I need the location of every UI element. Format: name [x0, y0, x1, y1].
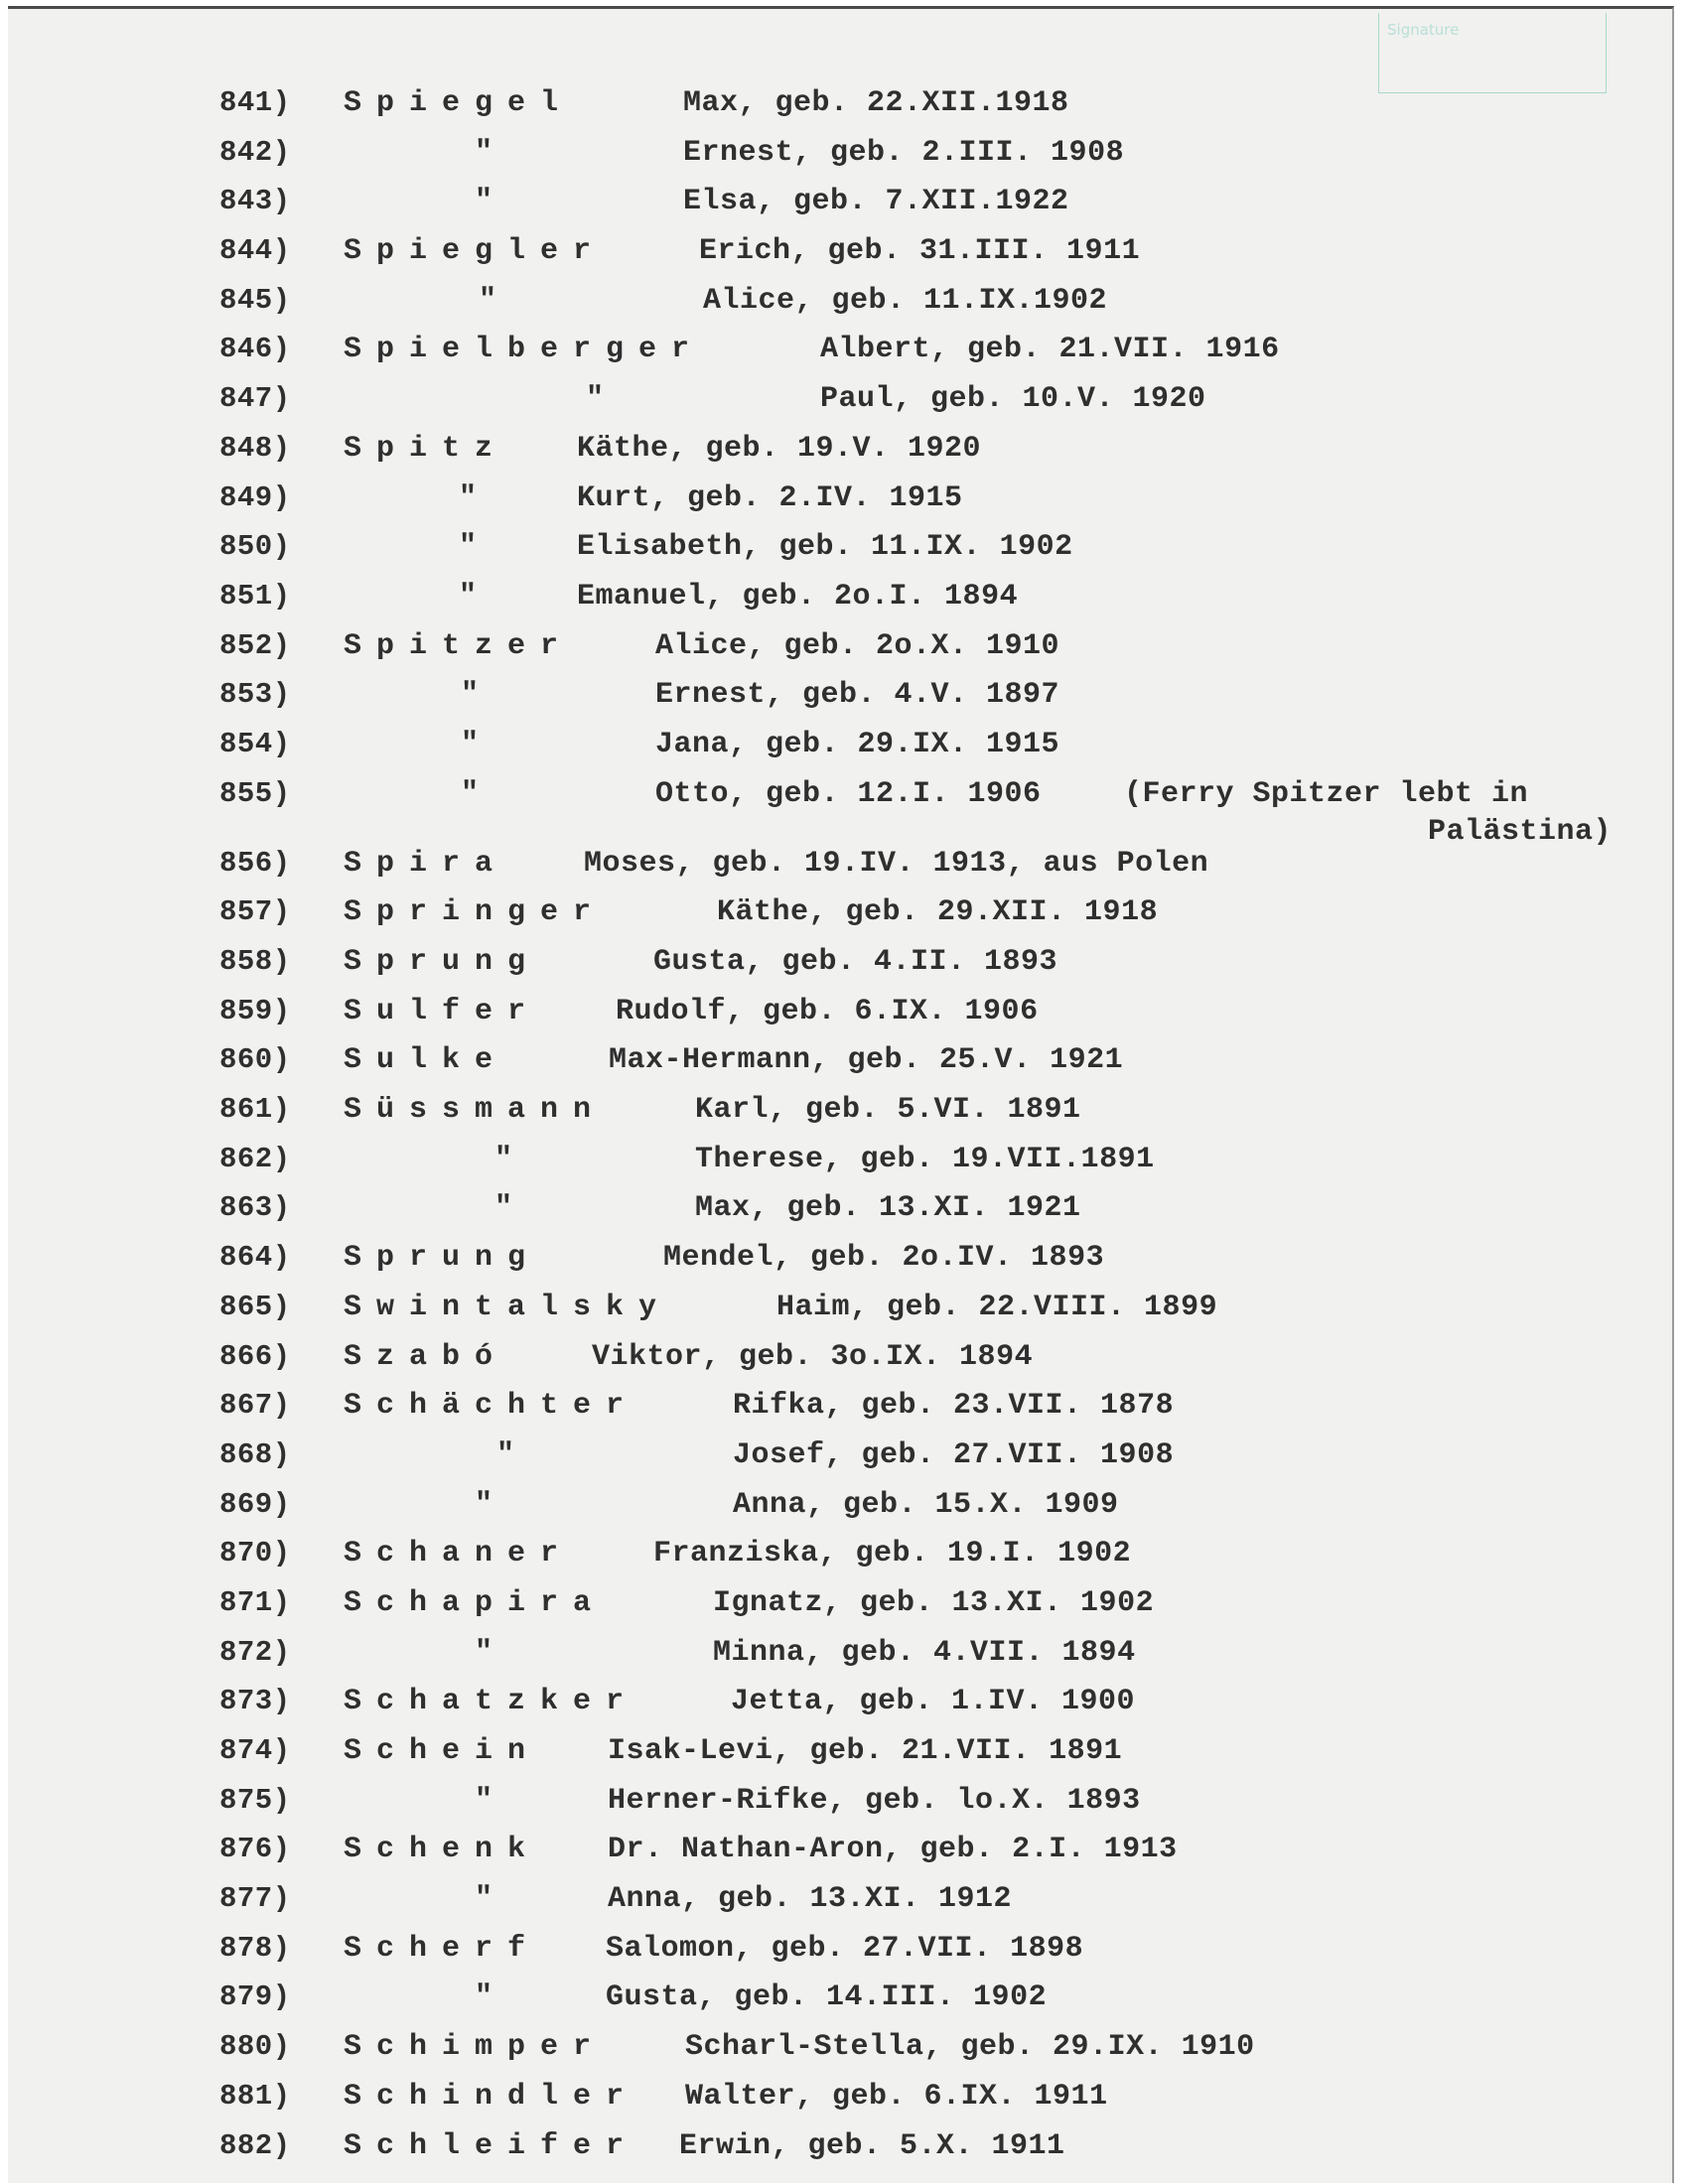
- entry-number: 867): [219, 1389, 291, 1423]
- entry-number: 871): [219, 1585, 291, 1619]
- entry-surname: Schächter: [344, 1389, 639, 1424]
- entry-given-name-birth: Salomon, geb. 27.VII. 1898: [606, 1931, 1084, 1966]
- entry-number: 879): [219, 1980, 291, 2014]
- entry-given-name-birth: Ignatz, geb. 13.XI. 1902: [713, 1585, 1155, 1620]
- entry-given-name-birth: Isak-Levi, geb. 21.VII. 1891: [608, 1734, 1123, 1768]
- ditto-mark: ": [459, 480, 478, 515]
- entry-given-name-birth: Elsa, geb. 7.XII.1922: [683, 185, 1069, 219]
- ditto-mark: ": [475, 1882, 493, 1917]
- entry-number: 858): [219, 945, 291, 978]
- entry-number: 848): [219, 431, 291, 465]
- entry-surname: Sulke: [344, 1043, 508, 1078]
- entry-given-name-birth: Alice, geb. 2o.X. 1910: [655, 628, 1060, 663]
- entry-number: 842): [219, 135, 291, 169]
- entry-given-name-birth: Elisabeth, geb. 11.IX. 1902: [577, 530, 1073, 565]
- entry-given-name-birth: Max, geb. 13.XI. 1921: [695, 1191, 1081, 1226]
- entry-number: 849): [219, 480, 291, 514]
- entry-given-name-birth: Herner-Rifke, geb. lo.X. 1893: [608, 1783, 1141, 1818]
- entry-number: 865): [219, 1290, 291, 1323]
- entry-number: 866): [219, 1339, 291, 1373]
- entry-number: 873): [219, 1685, 291, 1718]
- entry-surname: Schindler: [344, 2079, 639, 2114]
- entry-surname: Spitzer: [344, 628, 574, 663]
- entry-number: 878): [219, 1931, 291, 1965]
- entry-surname: Spielberger: [344, 333, 705, 367]
- entry-surname: Schaner: [344, 1537, 574, 1571]
- entry-given-name-birth: Albert, geb. 21.VII. 1916: [820, 333, 1280, 367]
- entry-number: 852): [219, 628, 291, 662]
- entry-given-name-birth: Otto, geb. 12.I. 1906: [655, 776, 1042, 811]
- entry-given-name-birth: Anna, geb. 15.X. 1909: [733, 1487, 1119, 1522]
- entry-number: 872): [219, 1635, 291, 1669]
- ditto-mark: ": [461, 678, 480, 713]
- entry-number: 845): [219, 283, 291, 317]
- entry-number: 864): [219, 1241, 291, 1275]
- entry-given-name-birth: Jana, geb. 29.IX. 1915: [655, 727, 1060, 761]
- entry-number: 853): [219, 678, 291, 712]
- entry-given-name-birth: Moses, geb. 19.IV. 1913, aus Polen: [584, 846, 1209, 881]
- entry-given-name-birth: Erwin, geb. 5.X. 1911: [679, 2128, 1065, 2163]
- entry-given-name-birth: Josef, geb. 27.VII. 1908: [733, 1437, 1175, 1472]
- entry-given-name-birth: Viktor, geb. 3o.IX. 1894: [592, 1339, 1034, 1374]
- ditto-mark: ": [459, 579, 478, 614]
- entry-note-continued: Palästina): [1428, 814, 1613, 849]
- entry-number: 882): [219, 2128, 291, 2162]
- entry-given-name-birth: Kurt, geb. 2.IV. 1915: [577, 480, 963, 515]
- entry-surname: Spiegler: [344, 234, 607, 269]
- entry-number: 875): [219, 1783, 291, 1817]
- entry-surname: Spitz: [344, 431, 508, 466]
- entry-given-name-birth: Minna, geb. 4.VII. 1894: [713, 1635, 1136, 1670]
- entry-number: 877): [219, 1882, 291, 1916]
- entry-surname: Schatzker: [344, 1685, 639, 1719]
- entry-surname: Spira: [344, 846, 508, 881]
- entry-surname: Sulfer: [344, 994, 541, 1028]
- entry-surname: Sprung: [344, 1241, 541, 1276]
- entry-given-name-birth: Ernest, geb. 2.III. 1908: [683, 135, 1125, 170]
- entry-number: 844): [219, 234, 291, 268]
- entry-given-name-birth: Mendel, geb. 2o.IV. 1893: [663, 1241, 1105, 1276]
- entry-surname: Scherf: [344, 1931, 541, 1966]
- ditto-mark: ": [496, 1437, 515, 1472]
- entry-given-name-birth: Emanuel, geb. 2o.I. 1894: [577, 579, 1019, 614]
- entry-surname: Süssmann: [344, 1093, 607, 1128]
- entry-number: 874): [219, 1734, 291, 1767]
- entry-number: 860): [219, 1043, 291, 1077]
- entry-given-name-birth: Max, geb. 22.XII.1918: [683, 86, 1069, 120]
- entry-number: 847): [219, 382, 291, 416]
- entry-given-name-birth: Käthe, geb. 19.V. 1920: [577, 431, 982, 466]
- entry-given-name-birth: Walter, geb. 6.IX. 1911: [685, 2079, 1108, 2114]
- entry-given-name-birth: Anna, geb. 13.XI. 1912: [608, 1882, 1013, 1917]
- stamp-box: [1378, 13, 1607, 93]
- stamp-label: Signature: [1387, 21, 1460, 39]
- entry-surname: Sprung: [344, 945, 541, 979]
- entry-number: 843): [219, 185, 291, 218]
- entry-given-name-birth: Gusta, geb. 14.III. 1902: [606, 1980, 1048, 2015]
- document-page: [8, 6, 1674, 2183]
- entry-given-name-birth: Erich, geb. 31.III. 1911: [699, 234, 1141, 269]
- ditto-mark: ": [479, 283, 497, 318]
- entry-number: 841): [219, 86, 291, 119]
- entry-number: 869): [219, 1487, 291, 1521]
- entry-given-name-birth: Käthe, geb. 29.XII. 1918: [717, 895, 1159, 930]
- ditto-mark: ": [475, 1487, 493, 1522]
- entry-number: 880): [219, 2030, 291, 2064]
- entry-given-name-birth: Karl, geb. 5.VI. 1891: [695, 1093, 1081, 1128]
- entry-surname: Spiegel: [344, 86, 574, 120]
- entry-given-name-birth: Scharl-Stella, geb. 29.IX. 1910: [685, 2030, 1255, 2065]
- ditto-mark: ": [461, 776, 480, 811]
- entry-given-name-birth: Rudolf, geb. 6.IX. 1906: [616, 994, 1039, 1028]
- entry-number: 863): [219, 1191, 291, 1225]
- entry-number: 857): [219, 895, 291, 929]
- ditto-mark: ": [475, 135, 493, 170]
- entry-given-name-birth: Jetta, geb. 1.IV. 1900: [731, 1685, 1136, 1719]
- entry-given-name-birth: Max-Hermann, geb. 25.V. 1921: [609, 1043, 1124, 1078]
- entry-given-name-birth: Rifka, geb. 23.VII. 1878: [733, 1389, 1175, 1424]
- entry-surname: Schimper: [344, 2030, 607, 2065]
- ditto-mark: ": [459, 530, 478, 565]
- entry-number: 876): [219, 1833, 291, 1866]
- ditto-mark: ": [475, 185, 493, 219]
- entry-number: 855): [219, 776, 291, 810]
- entry-number: 859): [219, 994, 291, 1027]
- entry-number: 861): [219, 1093, 291, 1127]
- ditto-mark: ": [475, 1783, 493, 1818]
- entry-number: 850): [219, 530, 291, 564]
- entry-number: 862): [219, 1142, 291, 1175]
- ditto-mark: ": [461, 727, 480, 761]
- entry-given-name-birth: Alice, geb. 11.IX.1902: [703, 283, 1108, 318]
- ditto-mark: ": [475, 1635, 493, 1670]
- entry-surname: Schenk: [344, 1833, 541, 1867]
- entry-given-name-birth: Gusta, geb. 4.II. 1893: [653, 945, 1058, 979]
- entry-number: 854): [219, 727, 291, 760]
- entry-surname: Schapira: [344, 1585, 607, 1620]
- entry-given-name-birth: Paul, geb. 10.V. 1920: [820, 382, 1206, 417]
- ditto-mark: ": [494, 1191, 513, 1226]
- entry-surname: Swintalsky: [344, 1290, 672, 1324]
- entry-number: 851): [219, 579, 291, 613]
- entry-surname: Schein: [344, 1734, 541, 1768]
- entry-given-name-birth: Dr. Nathan-Aron, geb. 2.I. 1913: [608, 1833, 1178, 1867]
- entry-given-name-birth: Haim, geb. 22.VIII. 1899: [776, 1290, 1218, 1324]
- entry-surname: Springer: [344, 895, 607, 930]
- entry-number: 881): [219, 2079, 291, 2113]
- entry-number: 846): [219, 333, 291, 366]
- entry-given-name-birth: Ernest, geb. 4.V. 1897: [655, 678, 1060, 713]
- entry-number: 856): [219, 846, 291, 880]
- entry-note: (Ferry Spitzer lebt in: [1124, 776, 1529, 811]
- entry-surname: Szabó: [344, 1339, 508, 1374]
- entry-given-name-birth: Franziska, geb. 19.I. 1902: [653, 1537, 1132, 1571]
- entry-given-name-birth: Therese, geb. 19.VII.1891: [695, 1142, 1155, 1176]
- ditto-mark: ": [475, 1980, 493, 2015]
- ditto-mark: ": [586, 382, 605, 417]
- entry-number: 868): [219, 1437, 291, 1471]
- entry-number: 870): [219, 1537, 291, 1570]
- entry-surname: Schleifer: [344, 2128, 639, 2163]
- ditto-mark: ": [494, 1142, 513, 1176]
